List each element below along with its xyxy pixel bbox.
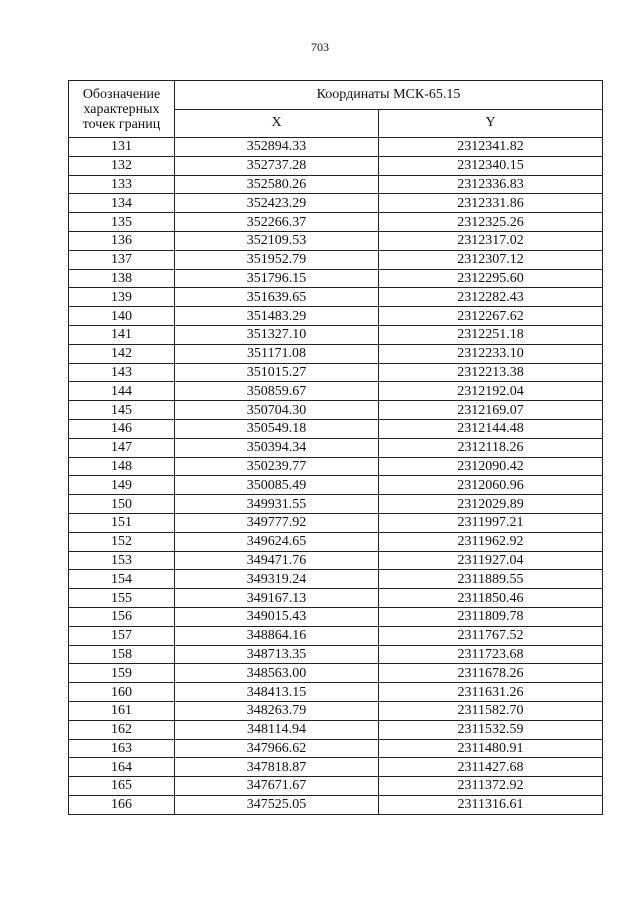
x-cell: 350704.30: [175, 401, 379, 420]
point-cell: 135: [69, 213, 175, 232]
x-cell: 351327.10: [175, 325, 379, 344]
x-cell: 347818.87: [175, 758, 379, 777]
x-cell: 350085.49: [175, 476, 379, 495]
point-cell: 155: [69, 589, 175, 608]
point-cell: 166: [69, 795, 175, 814]
x-cell: 351639.65: [175, 288, 379, 307]
x-cell: 349471.76: [175, 551, 379, 570]
point-cell: 147: [69, 438, 175, 457]
page-number: 703: [311, 40, 329, 54]
point-cell: 142: [69, 344, 175, 363]
table-row: [69, 438, 603, 457]
x-cell: 351796.15: [175, 269, 379, 288]
x-cell: 349624.65: [175, 532, 379, 551]
table-row: [69, 532, 603, 551]
x-cell: 347671.67: [175, 777, 379, 796]
point-cell: 143: [69, 363, 175, 382]
x-cell: 348413.15: [175, 683, 379, 702]
point-cell: 141: [69, 325, 175, 344]
point-cell: 146: [69, 419, 175, 438]
table-row: [69, 495, 603, 514]
point-cell: 161: [69, 701, 175, 720]
table-row: [69, 720, 603, 739]
x-cell: 351171.08: [175, 344, 379, 363]
point-cell: 162: [69, 720, 175, 739]
x-cell: 347525.05: [175, 795, 379, 814]
x-cell: 348713.35: [175, 645, 379, 664]
header-point: Обозначение характерных точек границ: [69, 81, 175, 138]
table-row: [69, 307, 603, 326]
x-cell: 351952.79: [175, 250, 379, 269]
table-row: [69, 363, 603, 382]
x-cell: 349015.43: [175, 607, 379, 626]
table-row: [69, 457, 603, 476]
table-row: [69, 513, 603, 532]
x-cell: 350394.34: [175, 438, 379, 457]
table-row: [69, 250, 603, 269]
table-row: [69, 589, 603, 608]
x-cell: 352423.29: [175, 194, 379, 213]
table-row: [69, 777, 603, 796]
table-row: [69, 795, 603, 814]
x-cell: 348263.79: [175, 701, 379, 720]
table-row: [69, 683, 603, 702]
y-cell: 2311723.68: [379, 645, 603, 664]
point-cell: 153: [69, 551, 175, 570]
x-cell: 348114.94: [175, 720, 379, 739]
point-cell: 159: [69, 664, 175, 683]
y-cell: 2312267.62: [379, 307, 603, 326]
point-cell: 136: [69, 231, 175, 250]
y-cell: 2312213.38: [379, 363, 603, 382]
table-row: [69, 213, 603, 232]
table-row: [69, 344, 603, 363]
y-cell: 2311480.91: [379, 739, 603, 758]
table-row: [69, 607, 603, 626]
table-row: [69, 570, 603, 589]
x-cell: 349931.55: [175, 495, 379, 514]
point-cell: 151: [69, 513, 175, 532]
point-cell: 137: [69, 250, 175, 269]
x-cell: 349167.13: [175, 589, 379, 608]
table-row: [69, 419, 603, 438]
table-row: [69, 701, 603, 720]
y-cell: 2312251.18: [379, 325, 603, 344]
point-cell: 165: [69, 777, 175, 796]
point-cell: 138: [69, 269, 175, 288]
point-cell: 154: [69, 570, 175, 589]
y-cell: 2311372.92: [379, 777, 603, 796]
x-cell: 350859.67: [175, 382, 379, 401]
table-header: [69, 81, 603, 138]
point-cell: 163: [69, 739, 175, 758]
y-cell: 2312336.83: [379, 175, 603, 194]
y-cell: 2311532.59: [379, 720, 603, 739]
y-cell: 2311767.52: [379, 626, 603, 645]
x-cell: 351015.27: [175, 363, 379, 382]
x-cell: 351483.29: [175, 307, 379, 326]
x-cell: 352894.33: [175, 138, 379, 157]
table-row: [69, 664, 603, 683]
y-cell: 2312144.48: [379, 419, 603, 438]
x-cell: 352109.53: [175, 231, 379, 250]
y-cell: 2311927.04: [379, 551, 603, 570]
y-cell: 2312340.15: [379, 156, 603, 175]
y-cell: 2312090.42: [379, 457, 603, 476]
x-cell: 350239.77: [175, 457, 379, 476]
point-cell: 149: [69, 476, 175, 495]
table-row: [69, 138, 603, 157]
table-row: [69, 231, 603, 250]
y-cell: 2312317.02: [379, 231, 603, 250]
point-cell: 145: [69, 401, 175, 420]
y-cell: 2312192.04: [379, 382, 603, 401]
y-cell: 2311889.55: [379, 570, 603, 589]
point-cell: 152: [69, 532, 175, 551]
point-cell: 131: [69, 138, 175, 157]
y-cell: 2311678.26: [379, 664, 603, 683]
header-x: X: [175, 109, 379, 138]
y-cell: 2312118.26: [379, 438, 603, 457]
y-cell: 2312233.10: [379, 344, 603, 363]
table-row: [69, 194, 603, 213]
y-cell: 2311997.21: [379, 513, 603, 532]
table-row: [69, 156, 603, 175]
table-row: [69, 288, 603, 307]
x-cell: 349319.24: [175, 570, 379, 589]
table-row: [69, 175, 603, 194]
y-cell: 2311316.61: [379, 795, 603, 814]
y-cell: 2311427.68: [379, 758, 603, 777]
table-row: [69, 739, 603, 758]
y-cell: 2311850.46: [379, 589, 603, 608]
point-cell: 157: [69, 626, 175, 645]
y-cell: 2311582.70: [379, 701, 603, 720]
point-cell: 144: [69, 382, 175, 401]
x-cell: 349777.92: [175, 513, 379, 532]
table-row: [69, 476, 603, 495]
point-cell: 140: [69, 307, 175, 326]
coordinates-table: [68, 80, 603, 815]
point-cell: 139: [69, 288, 175, 307]
point-cell: 158: [69, 645, 175, 664]
y-cell: 2312169.07: [379, 401, 603, 420]
x-cell: 350549.18: [175, 419, 379, 438]
table-body: [69, 138, 603, 815]
y-cell: 2312325.26: [379, 213, 603, 232]
point-cell: 148: [69, 457, 175, 476]
x-cell: 352580.26: [175, 175, 379, 194]
y-cell: 2312060.96: [379, 476, 603, 495]
x-cell: 352737.28: [175, 156, 379, 175]
y-cell: 2312029.89: [379, 495, 603, 514]
header-coordinates: Координаты МСК-65.15: [175, 81, 603, 110]
point-cell: 133: [69, 175, 175, 194]
table-row: [69, 626, 603, 645]
table-row: [69, 269, 603, 288]
point-cell: 134: [69, 194, 175, 213]
x-cell: 352266.37: [175, 213, 379, 232]
table-row: [69, 401, 603, 420]
y-cell: 2312295.60: [379, 269, 603, 288]
table-row: [69, 758, 603, 777]
table-row: [69, 551, 603, 570]
y-cell: 2312331.86: [379, 194, 603, 213]
y-cell: 2311631.26: [379, 683, 603, 702]
y-cell: 2311962.92: [379, 532, 603, 551]
y-cell: 2312341.82: [379, 138, 603, 157]
point-cell: 156: [69, 607, 175, 626]
x-cell: 348864.16: [175, 626, 379, 645]
point-cell: 132: [69, 156, 175, 175]
table-row: [69, 645, 603, 664]
point-cell: 160: [69, 683, 175, 702]
y-cell: 2312282.43: [379, 288, 603, 307]
x-cell: 347966.62: [175, 739, 379, 758]
header-y: Y: [379, 109, 603, 138]
y-cell: 2311809.78: [379, 607, 603, 626]
y-cell: 2312307.12: [379, 250, 603, 269]
table-row: [69, 325, 603, 344]
point-cell: 164: [69, 758, 175, 777]
x-cell: 348563.00: [175, 664, 379, 683]
point-cell: 150: [69, 495, 175, 514]
table-row: [69, 382, 603, 401]
